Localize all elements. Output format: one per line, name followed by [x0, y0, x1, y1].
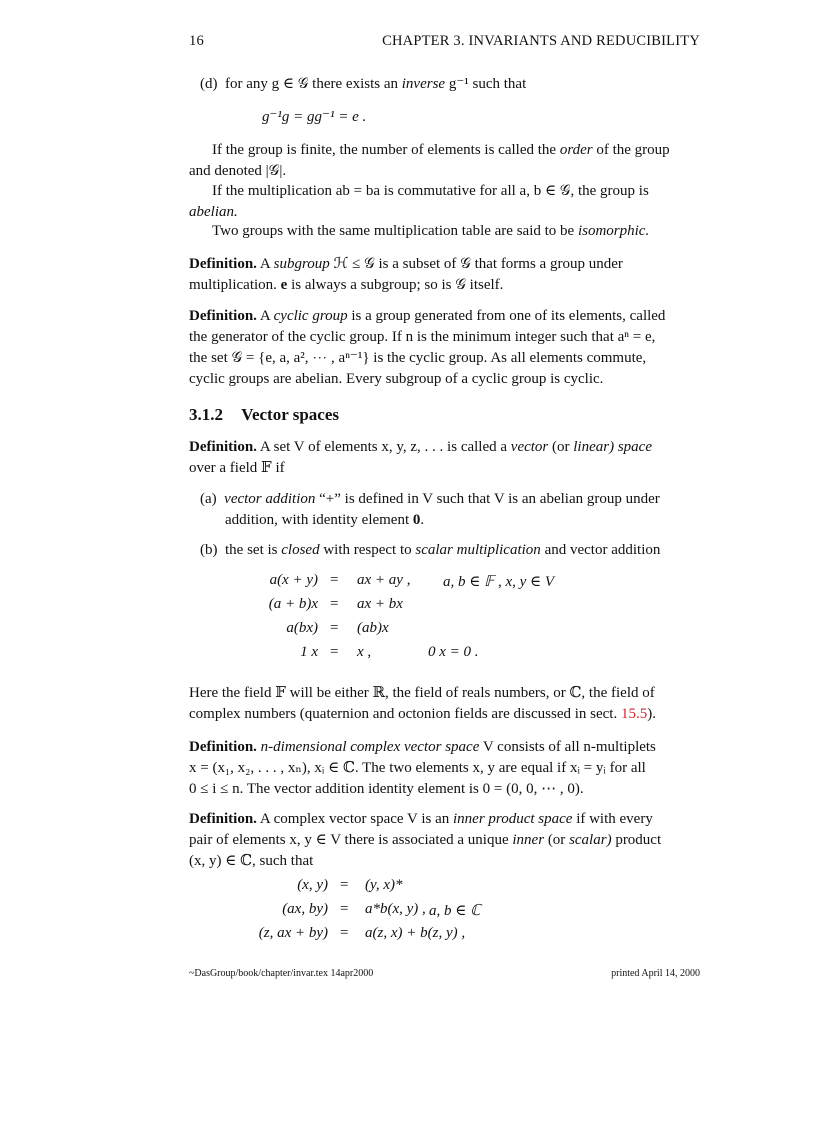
text: A set V of elements x, y, z, . . . is called a	[259, 439, 508, 455]
equation-lhs: (a + b)x	[268, 596, 318, 612]
bold: 0	[412, 512, 421, 528]
equation-equals: =	[340, 877, 349, 893]
definition-cyclic	[189, 306, 701, 390]
equation-lhs: a(bx)	[286, 620, 318, 636]
definition-label: Definition.	[189, 739, 257, 755]
emph: abelian.	[189, 204, 238, 220]
equation-rhs: a(z, x) + b(z, y) ,	[365, 925, 466, 941]
equation-equals: =	[330, 620, 339, 636]
list-item-d	[200, 74, 700, 95]
paragraph-abelian	[189, 181, 701, 223]
text: A	[259, 308, 270, 324]
text: is a group generated from one of its elements, called	[351, 308, 666, 324]
emph: order	[559, 142, 593, 158]
item-text: g⁻¹ such that	[448, 76, 527, 92]
equation-equals: =	[330, 644, 339, 660]
emph: inner product space	[453, 811, 573, 827]
item-label: (a)	[200, 491, 217, 507]
equation-rhs: (y, x)*	[365, 877, 403, 893]
text: 0 ≤ i ≤ n. The vector addition identity element is 0 = (0, 0, ⋯ , 0).	[189, 781, 584, 797]
equation-condition: 0 x = 0 .	[428, 644, 479, 660]
text: .	[420, 512, 425, 528]
item-label: (b)	[200, 542, 218, 558]
text: if with every	[576, 811, 653, 827]
definition-n-dimensional	[189, 737, 701, 800]
text: the generator of the cyclic group. If n is the minimum integer such that aⁿ = e,	[189, 329, 656, 345]
equation-rhs: a*b(x, y) ,	[365, 901, 426, 917]
item-text: for any g ∈ 𝒢 there exists an	[225, 76, 398, 92]
equation-equals: =	[330, 572, 339, 588]
equation-condition: a, b ∈ 𝔽 , x, y ∈ V	[443, 574, 555, 590]
text: If the group is finite, the number of elements is called the	[212, 142, 557, 158]
text: the set 𝒢 = {e, a, a², ⋯ , aⁿ⁻¹} is the cyclic group. As all elements commute,	[189, 350, 647, 366]
text: A complex vector space V is an	[259, 811, 450, 827]
section-link[interactable]: 15.5	[620, 706, 648, 722]
bold: e	[280, 277, 288, 293]
emph: n-dimensional complex vector space	[260, 739, 480, 755]
text: product	[615, 832, 662, 848]
equation-lhs: (ax, by)	[282, 901, 328, 917]
text: “+” is defined in V such that V is an abelian group under	[319, 491, 660, 507]
emph: vector addition	[224, 491, 316, 507]
section-number: 3.1.2	[189, 405, 223, 424]
text: (or	[547, 832, 566, 848]
text: ℋ ≤ 𝒢 is a subset of 𝒢 that forms a group under	[333, 256, 623, 272]
text: over a field 𝔽 if	[189, 460, 285, 476]
definition-subgroup	[189, 254, 701, 296]
equation-condition: a, b ∈ ℂ	[429, 903, 481, 919]
equation-lhs: (x, y)	[297, 877, 328, 893]
definition-label: Definition.	[189, 811, 257, 827]
emph: linear)	[573, 439, 615, 455]
text: is always a subgroup; so is 𝒢 itself.	[291, 277, 504, 293]
text: of the group	[596, 142, 670, 158]
text: with respect to	[323, 542, 412, 558]
paragraph-field	[189, 683, 701, 725]
text: Two groups with the same multiplication table are said to be	[212, 223, 575, 239]
equation-equals: =	[330, 596, 339, 612]
emph: cyclic group	[273, 308, 348, 324]
emph: closed	[281, 542, 320, 558]
definition-label: Definition.	[189, 308, 257, 324]
equation-lhs: 1 x	[300, 644, 318, 660]
emph: subgroup	[273, 256, 330, 272]
emph: space	[617, 439, 652, 455]
item-emph: inverse	[401, 76, 446, 92]
text: addition, with identity element	[225, 512, 410, 528]
text: (or	[552, 439, 570, 455]
text: and vector addition	[544, 542, 661, 558]
equation-rhs: x ,	[357, 644, 372, 660]
equation-equals: =	[340, 925, 349, 941]
equation-equals: =	[340, 901, 349, 917]
definition-label: Definition.	[189, 256, 257, 272]
footer-print-date: printed April 14, 2000	[611, 968, 700, 979]
section-title: Vector spaces	[241, 405, 339, 424]
equation-lhs: a(x + y)	[269, 572, 318, 588]
text: and denoted |𝒢|.	[189, 163, 287, 179]
text: complex numbers (quaternion and octonion fields are discussed in sect.	[189, 706, 618, 722]
text: If the multiplication ab = ba is commutative for all a, b ∈ 𝒢, the group is	[212, 183, 649, 199]
text: V consists of all n-multiplets	[482, 739, 656, 755]
text: multiplication.	[189, 277, 277, 293]
definition-label: Definition.	[189, 439, 257, 455]
footer-source-path: ~DasGroup/book/chapter/invar.tex 14apr2000	[189, 968, 374, 979]
running-header: CHAPTER 3. INVARIANTS AND REDUCIBILITY	[382, 33, 700, 49]
text: pair of elements x, y ∈ V there is associated a unique	[189, 832, 509, 848]
text: Here the field 𝔽 will be either ℝ, the field of reals numbers, or ℂ, the field of	[189, 685, 655, 701]
emph: scalar)	[569, 832, 612, 848]
equation-rhs: (ab)x	[357, 620, 389, 636]
text: A	[259, 256, 270, 272]
text: ).	[647, 706, 656, 722]
equation-rhs: ax + ay ,	[357, 572, 411, 588]
emph: scalar multiplication	[415, 542, 541, 558]
section-heading	[189, 405, 339, 425]
page-number: 16	[189, 33, 204, 49]
item-label: (d)	[200, 76, 218, 92]
emph: vector	[510, 439, 549, 455]
list-item-a	[200, 489, 701, 531]
paragraph-order	[189, 140, 701, 182]
text: cyclic groups are abelian. Every subgroup of a cyclic group is cyclic.	[189, 371, 604, 387]
paragraph-isomorphic	[212, 221, 701, 242]
emph: isomorphic.	[577, 223, 650, 239]
text: the set is	[225, 542, 278, 558]
definition-inner-product	[189, 809, 701, 872]
equation-inverse: g⁻¹g = gg⁻¹ = e .	[262, 109, 367, 125]
definition-vector-space	[189, 437, 701, 479]
text: (x, y) ∈ ℂ, such that	[189, 853, 314, 869]
equation-rhs: ax + bx	[357, 596, 403, 612]
equation-lhs: (z, ax + by)	[258, 925, 328, 941]
text: x = (x₁, x₂, . . . , xₙ), xᵢ ∈ ℂ. The two elements x, y are equal if xᵢ = yᵢ for all	[189, 760, 646, 776]
emph: inner	[512, 832, 545, 848]
list-item-b	[200, 540, 701, 561]
